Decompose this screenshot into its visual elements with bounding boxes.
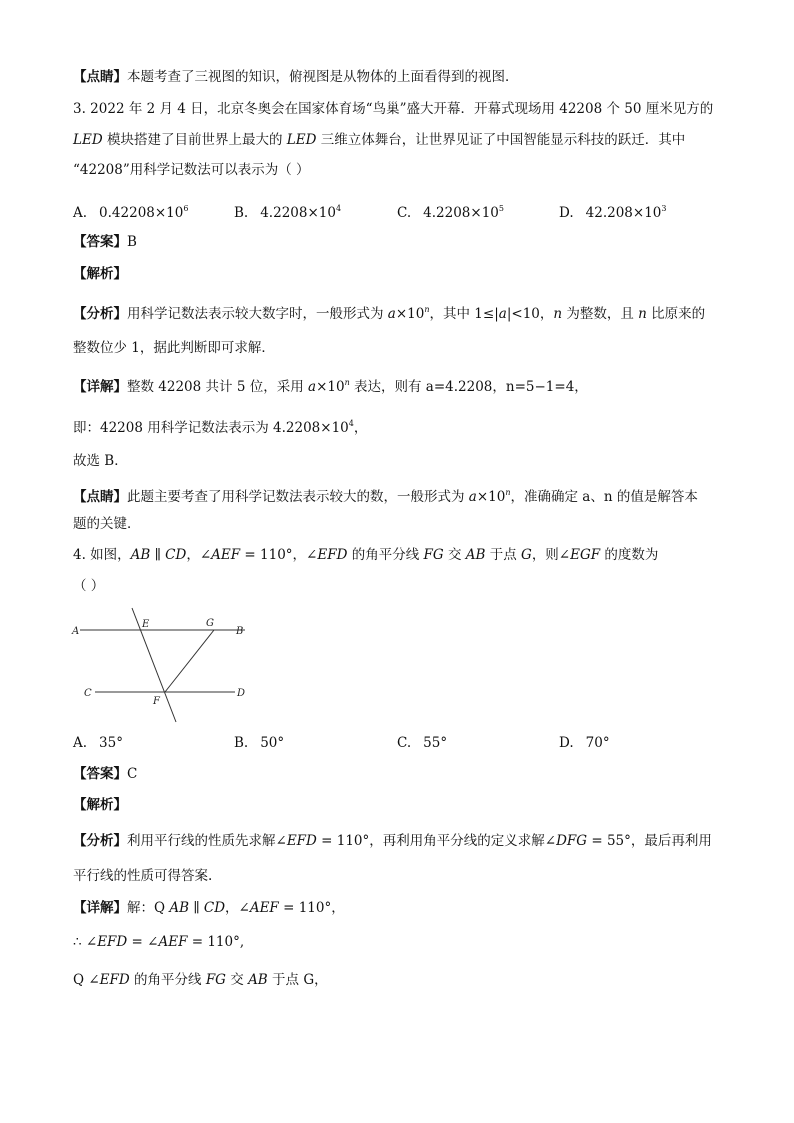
q3-stem-line2: LED 模块搭建了目前世界上最大的 LED 三维立体舞台，让世界见证了中国智能显示科技的跃迁．其中 bbox=[73, 132, 686, 148]
q3-option-d: D. $42.208\times 10^3$ bbox=[559, 204, 667, 221]
dianjing-line bbox=[73, 67, 519, 87]
q3-option-a: A. $0.42208\times 10^6$ bbox=[73, 204, 189, 221]
label-b: B bbox=[236, 626, 244, 637]
q4-fenxi-line2: 平行线的性质可得答案. bbox=[73, 868, 213, 884]
q4-stem-line2: （ ） bbox=[73, 578, 105, 594]
label-f: F bbox=[153, 696, 160, 707]
q3-dianjing: 【点睛】此题主要考查了用科学记数法表示较大的数，一般形式为 $a\times 10^n$，准确确定 a、n 的值是解答本 bbox=[73, 488, 698, 505]
q3-option-c: C. $4.2208\times 10^5$ bbox=[397, 204, 504, 221]
q3-xiangjie: 【详解】整数 42208 共计 5 位，采用 $a\times 10^n$ 表达，则有 a=4.2208，n=5−1=4， bbox=[73, 378, 588, 395]
q3-stem-line1: 3. 2022 年 2 月 4 日，北京冬奥会在国家体育场“鸟巢”盛大开幕．开幕式现场用 42208 个 50 厘米见方的 bbox=[73, 101, 714, 117]
label-e: E bbox=[142, 619, 150, 630]
q4-option-c: C. 55° bbox=[397, 735, 448, 751]
q3-jiexi-label: 【解析】 bbox=[73, 266, 127, 282]
q3-answer: 【答案】B bbox=[73, 234, 137, 250]
q4-answer: 【答案】C bbox=[73, 766, 138, 782]
q4-geometry-figure bbox=[70, 600, 260, 725]
line-fg bbox=[165, 630, 214, 692]
q3-guxuan: 故选 B． bbox=[73, 453, 128, 469]
q4-options bbox=[73, 733, 673, 753]
q4-fenxi: 【分析】利用平行线的性质先求解∠EFD = 110°，再利用角平分线的定义求解∠DFG = 55°，最后再利用 bbox=[73, 833, 712, 849]
dianjing-label: 【点睛】 bbox=[73, 69, 127, 85]
q4-option-a: A. 35° bbox=[73, 735, 123, 751]
q4-step1: ∴ ∠EFD = ∠AEF = 110°, bbox=[73, 934, 245, 950]
label-g: G bbox=[206, 618, 214, 629]
label-a: A bbox=[72, 626, 80, 637]
q3-fenxi-line2: 整数位少 1，据此判断即可求解． bbox=[73, 340, 275, 356]
q3-options bbox=[73, 199, 673, 219]
q4-stem-line1: 4. 如图，AB ∥ CD，∠AEF = 110°，∠EFD 的角平分线 FG 交 AB 于点 G，则∠EGF 的度数为 bbox=[73, 547, 659, 563]
q3-stem-line3: “42208”用科学记数法可以表示为（ ） bbox=[73, 162, 310, 178]
q4-option-b: B. 50° bbox=[234, 735, 285, 751]
q3-ji: 即：42208 用科学记数法表示为 $4.2208\times 10^4$， bbox=[73, 419, 368, 436]
q4-xiangjie: 【详解】解：Q AB ∥ CD，∠AEF = 110°， bbox=[73, 900, 345, 916]
q3-fenxi: 【分析】用科学记数法表示较大数字时，一般形式为 $a\times 10^n$，其中 1≤|a|<10，n 为整数，且 n 比原来的 bbox=[73, 305, 706, 322]
dianjing-text: 本题考查了三视图的知识，俯视图是从物体的上面看得到的视图． bbox=[127, 69, 519, 85]
q3-option-b: B. $4.2208\times 10^4$ bbox=[234, 204, 342, 221]
label-d: D bbox=[237, 688, 246, 699]
q4-jiexi-label: 【解析】 bbox=[73, 797, 127, 813]
q4-step2: Q ∠EFD 的角平分线 FG 交 AB 于点 G， bbox=[73, 972, 328, 988]
label-c: C bbox=[84, 688, 92, 699]
q3-dianjing-line2: 题的关键． bbox=[73, 516, 141, 532]
q4-option-d: D. 70° bbox=[559, 735, 610, 751]
